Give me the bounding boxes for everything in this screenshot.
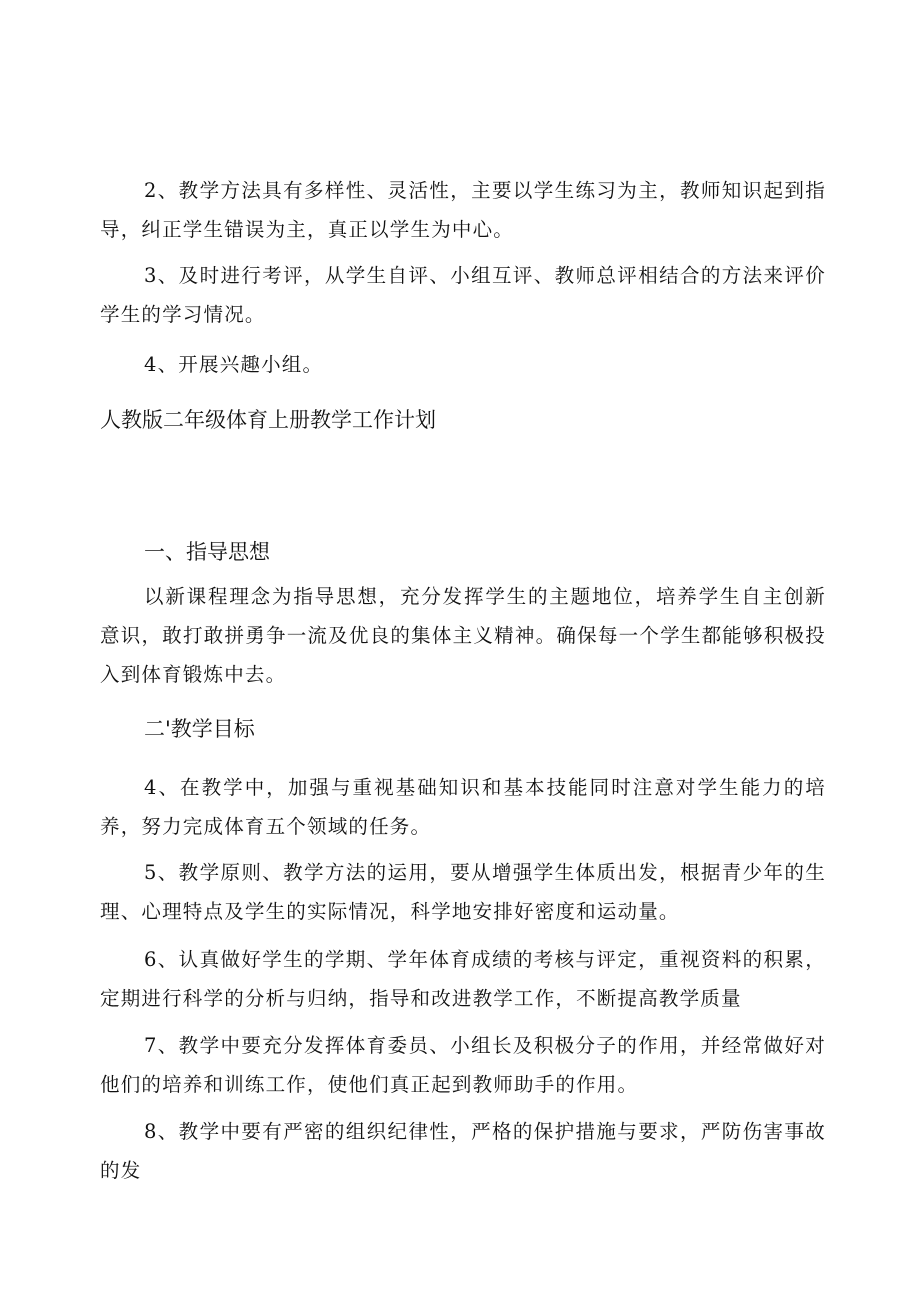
method-item-4: 4、开展兴趣小组。 (144, 353, 324, 376)
goal-item-6: 6、认真做好学生的学期、学年体育成绩的考核与评定，重视资料的积累，定期进行科学的分析与归纳，指导和改进教学工作，不断提高教学质量 (100, 948, 826, 1010)
goal-item-4: 4、在教学中，加强与重视基础知识和基本技能同时注意对学生能力的培养，努力完成体育五个领域的任务。 (100, 776, 826, 838)
goal-item-5: 5、教学原则、教学方法的运用，要从增强学生体质出发，根据青少年的生理、心理特点及学生的实际情况，科学地安排好密度和运动量。 (100, 861, 826, 923)
guiding-ideology-paragraph: 以新课程理念为指导思想，充分发挥学生的主题地位，培养学生自主创新意识，敢打敢拼勇争一流及优良的集体主义精神。确保每一个学生都能够积极投入到体育锻炼中去。 (100, 585, 826, 686)
method-item-3: 3、及时进行考评，从学生自评、小组互评、教师总评相结合的方法来评价学生的学习情况。 (100, 264, 826, 326)
document-title: 人教版二年级体育上册教学工作计划 (100, 408, 436, 432)
section-heading-teaching-goals: 二'教学目标 (144, 717, 255, 741)
section-heading-guiding-ideology: 一、指导思想 (144, 540, 270, 564)
goal-item-7: 7、教学中要充分发挥体育委员、小组长及积极分子的作用，并经常做好对他们的培养和训练工作，使他们真正起到教师助手的作用。 (100, 1034, 826, 1096)
goal-item-8: 8、教学中要有严密的组织纪律性，严格的保护措施与要求，严防伤害事故的发 (100, 1120, 826, 1182)
method-item-2: 2、教学方法具有多样性、灵活性，主要以学生练习为主，教师知识起到指导，纠正学生错误为主，真正以学生为中心。 (100, 179, 826, 241)
